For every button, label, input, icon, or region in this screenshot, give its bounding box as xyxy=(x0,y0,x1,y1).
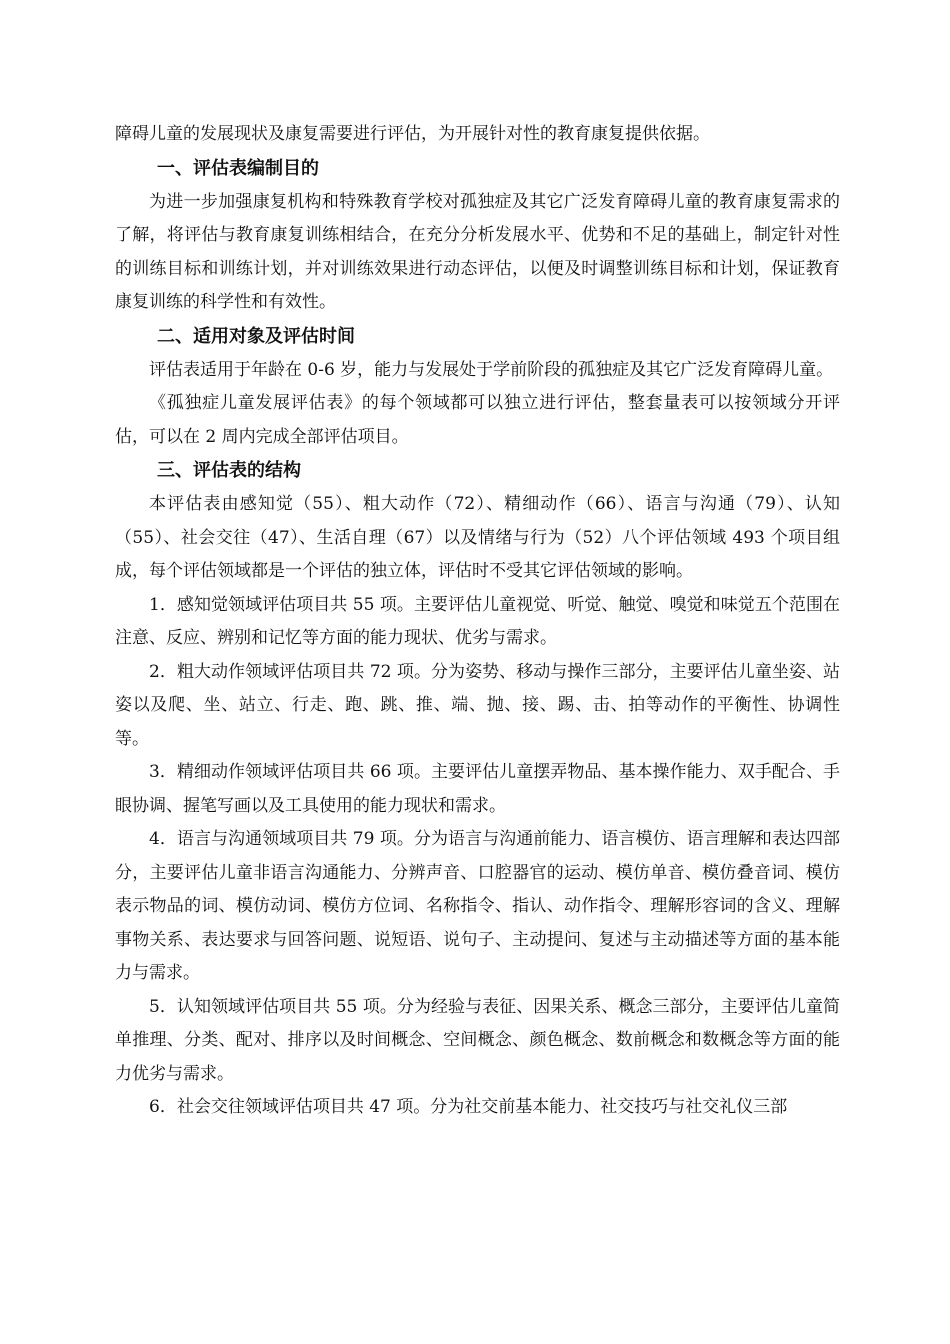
heading-target-and-time: 二、适用对象及评估时间 xyxy=(157,325,355,347)
paragraph-item-language: 4．语言与沟通领域项目共 79 项。分为语言与沟通前能力、语言模仿、语言理解和表达四部分，主要评估儿童非语言沟通能力、分辨声音、口腔器官的运动、模仿单音、模仿叠音词、模仿表示物品的词、模仿动词、模仿方位词、名称指令、指认、动作指令、理解形容词的含义、理解事物关系、表达要求与回答问题、说短语、说句子、主动提问、复述与主动描述等方面的基本能力与需求。 xyxy=(115,829,840,983)
paragraph-item-gross-motor: 2．粗大动作领域评估项目共 72 项。分为姿势、移动与操作三部分，主要评估儿童坐姿、站姿以及爬、坐、站立、行走、跑、跳、推、端、抛、接、踢、击、拍等动作的平衡性、协调性等。 xyxy=(115,661,840,749)
paragraph-structure: 本评估表由感知觉（55）、粗大动作（72）、精细动作（66）、语言与沟通（79）、认知（55）、社会交往（47）、生活自理（67）以及情绪与行为（52）八个评估领域 493 个项目组成，每个评估领域都是一个评估的独立体，评估时不受其它评估领域的影响。 xyxy=(115,494,840,581)
paragraph-target: 评估表适用于年龄在 0-6 岁，能力与发展处于学前阶段的孤独症及其它广泛发育障碍儿童。 xyxy=(149,359,834,380)
paragraph-item-fine-motor: 3．精细动作领域评估项目共 66 项。主要评估儿童摆弄物品、基本操作能力、双手配合、手眼协调、握笔写画以及工具使用的能力现状和需求。 xyxy=(115,762,840,816)
heading-structure: 三、评估表的结构 xyxy=(157,460,301,481)
paragraph-item-cognition: 5．认知领域评估项目共 55 项。分为经验与表征、因果关系、概念三部分，主要评估儿童简单推理、分类、配对、排序以及时间概念、空间概念、颜色概念、数前概念和数概念等方面的能力优劣与需求。 xyxy=(115,996,840,1084)
paragraph-time: 《孤独症儿童发展评估表》的每个领域都可以独立进行评估，整套量表可以按领域分开评估，可以在 2 周内完成全部评估项目。 xyxy=(115,393,840,447)
paragraph-item-perception: 1．感知觉领域评估项目共 55 项。主要评估儿童视觉、听觉、触觉、嗅觉和味觉五个范围在注意、反应、辨别和记忆等方面的能力现状、优劣与需求。 xyxy=(115,594,840,648)
paragraph-intro-continuation: 障碍儿童的发展现状及康复需要进行评估，为开展针对性的教育康复提供依据。 xyxy=(115,124,710,144)
paragraph-purpose: 为进一步加强康复机构和特殊教育学校对孤独症及其它广泛发育障碍儿童的教育康复需求的了解，将评估与教育康复训练相结合，在充分分析发展水平、优势和不足的基础上，制定针对性的训练目标和训练计划，并对训练效果进行动态评估，以便及时调整训练目标和计划，保证教育康复训练的科学性和有效性。 xyxy=(115,191,840,312)
paragraph-item-social: 6．社会交往领域评估项目共 47 项。分为社交前基本能力、社交技巧与社交礼仪三部 xyxy=(149,1097,788,1117)
heading-purpose: 一、评估表编制目的 xyxy=(157,157,319,179)
